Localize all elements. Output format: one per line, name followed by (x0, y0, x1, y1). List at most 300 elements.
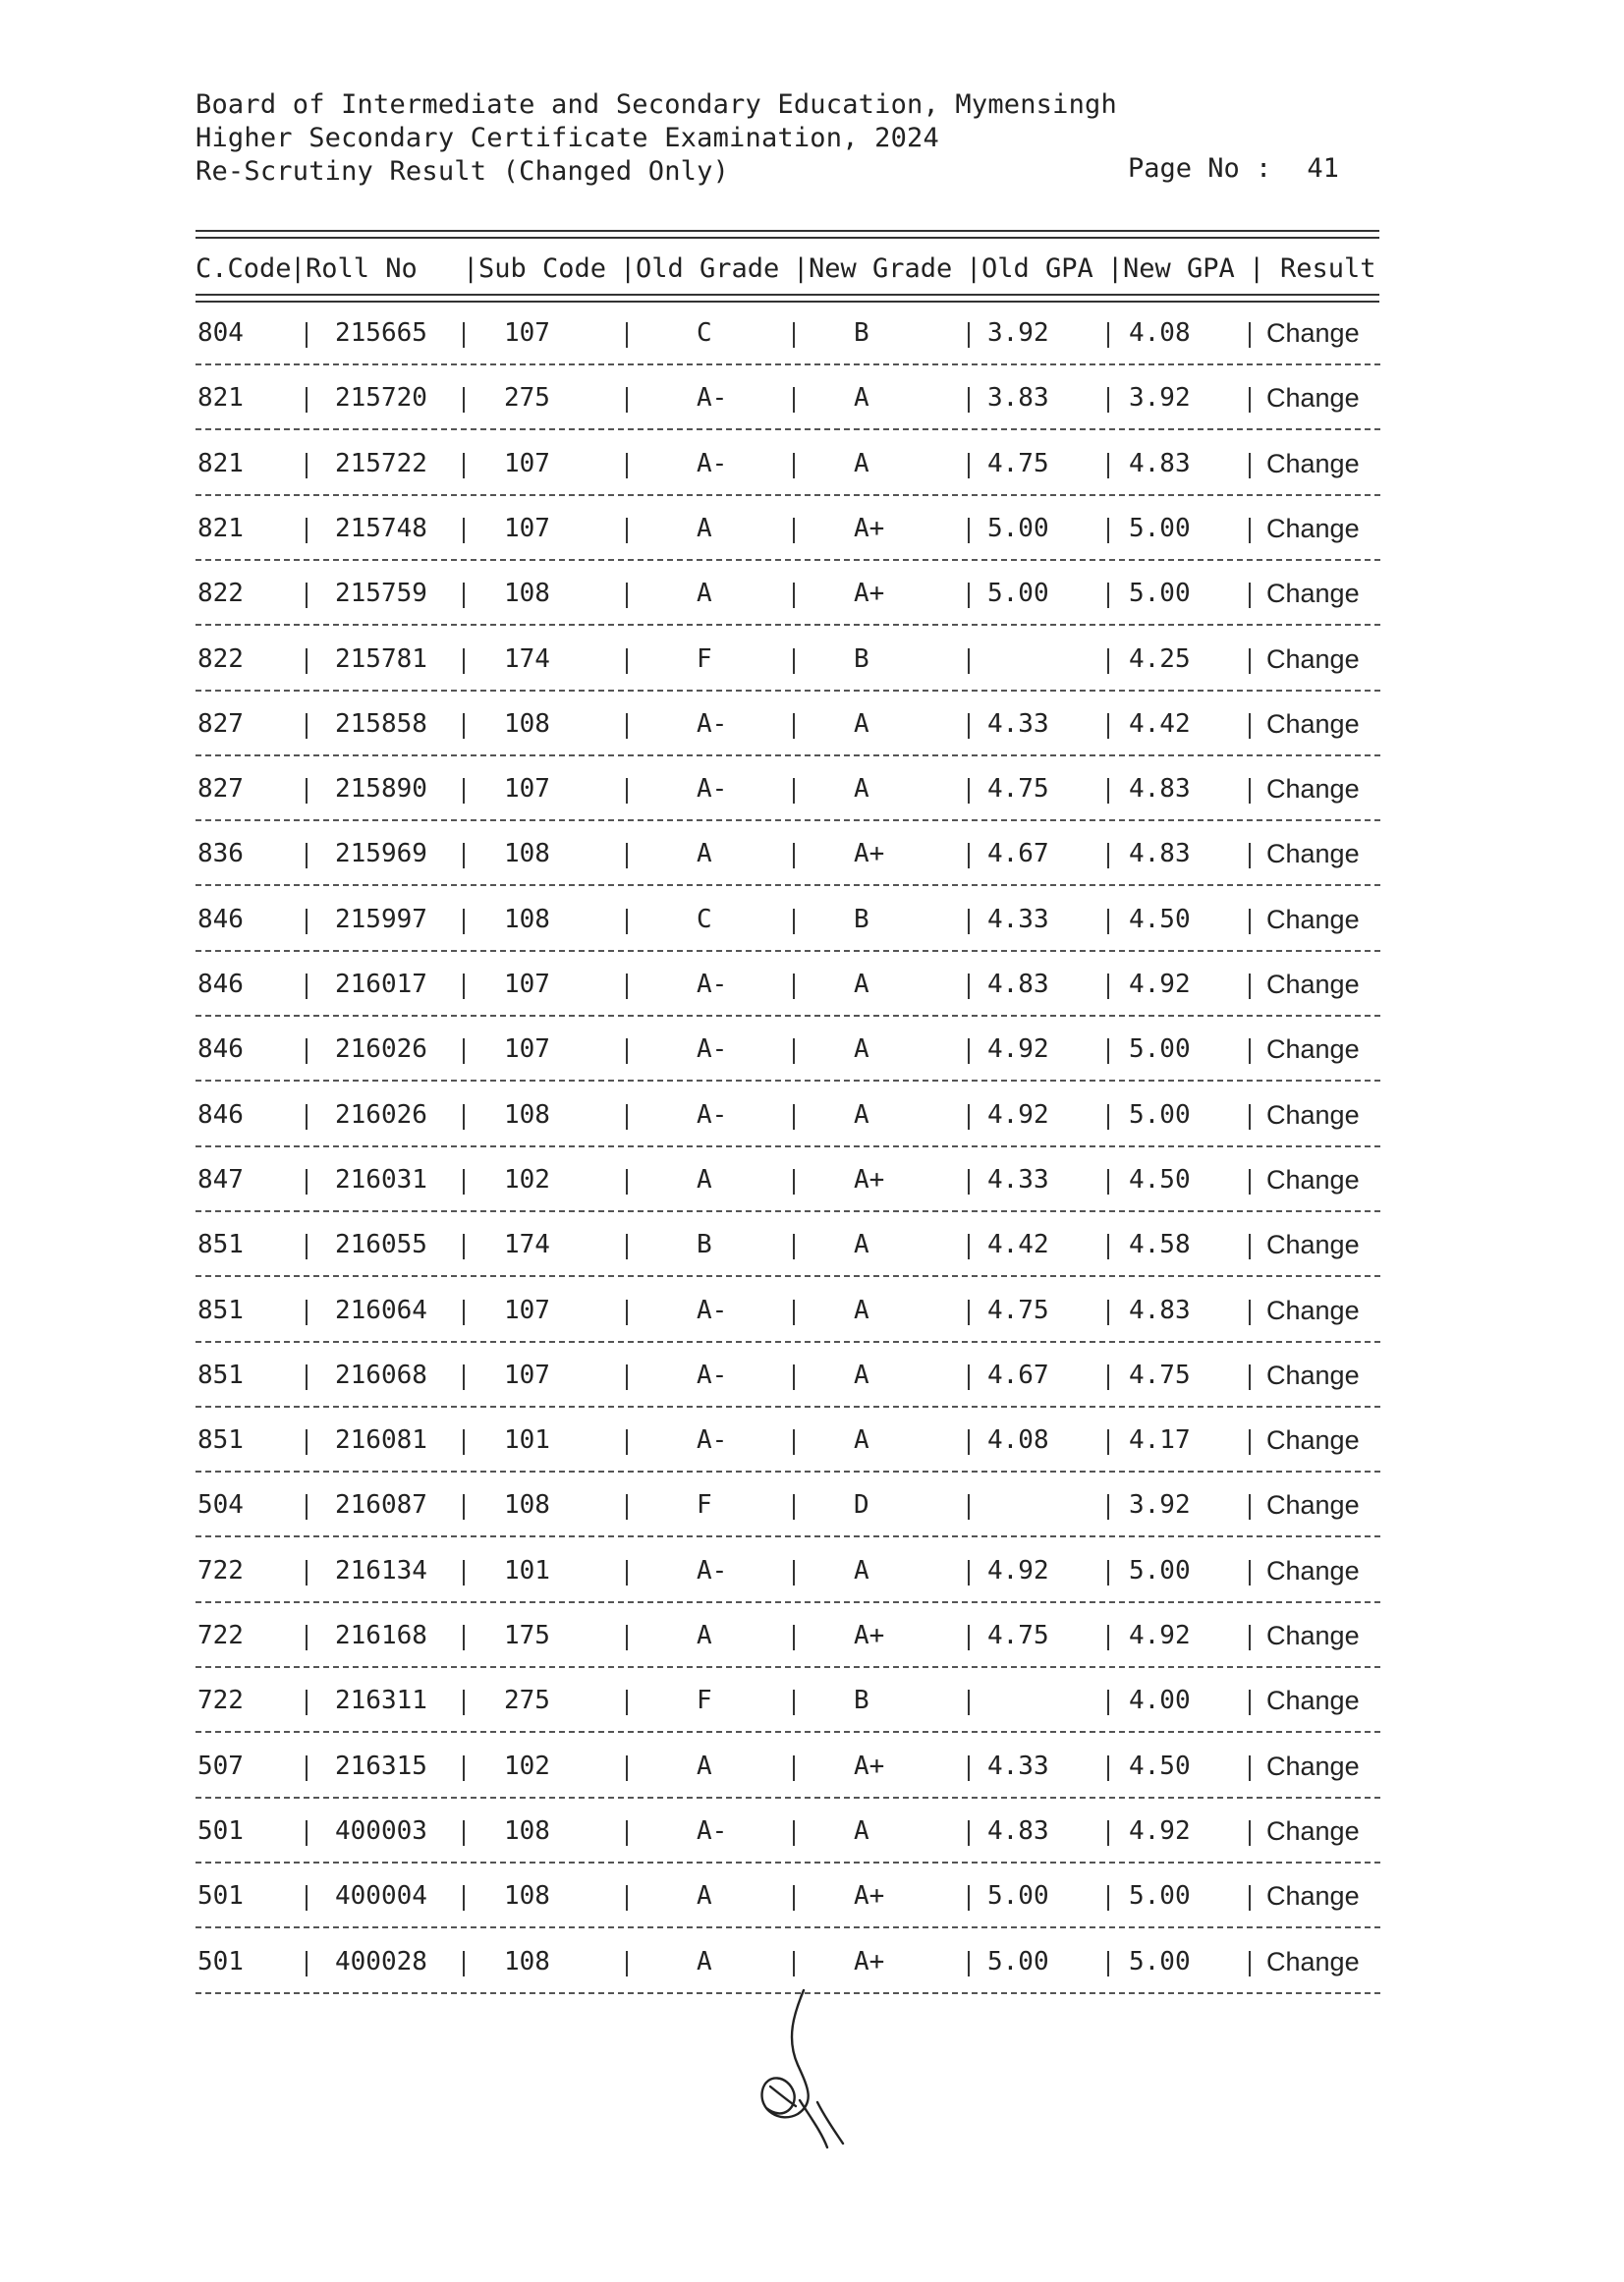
column-separator (1249, 778, 1251, 804)
column-separator (793, 778, 795, 804)
column-separator (1249, 974, 1251, 999)
column-separator (1249, 1104, 1251, 1130)
column-separator (306, 453, 308, 478)
column-separator (626, 1820, 628, 1846)
column-separator (1107, 1429, 1109, 1455)
column-separator (463, 387, 465, 413)
double-rule-under-header (196, 294, 1379, 303)
cell-subcode: 108 (504, 1815, 550, 1846)
cell-result: Change (1266, 839, 1360, 869)
column-separator (306, 1625, 308, 1650)
column-separator (463, 1104, 465, 1130)
column-separator (306, 1755, 308, 1781)
cell-old-grade: A- (697, 1555, 728, 1586)
column-separator (793, 843, 795, 868)
cell-old-gpa: 4.67 (987, 1360, 1049, 1390)
cell-new-gpa: 4.00 (1129, 1686, 1191, 1716)
column-separator (793, 453, 795, 478)
cell-result: Change (1266, 1555, 1360, 1586)
cell-old-grade: A (697, 513, 712, 543)
cell-new-gpa: 3.92 (1129, 1490, 1191, 1521)
cell-new-grade: A (854, 1230, 869, 1260)
table-row (196, 1418, 1384, 1482)
cell-old-grade: A (697, 839, 712, 869)
column-separator (1107, 583, 1109, 608)
cell-roll: 216064 (335, 1295, 427, 1325)
table-row (196, 1353, 1384, 1418)
column-separator (1107, 1364, 1109, 1390)
cell-new-gpa: 4.92 (1129, 1815, 1191, 1846)
column-separator (1107, 322, 1109, 348)
column-separator (968, 843, 970, 868)
cell-result: Change (1266, 1490, 1360, 1521)
column-separator (793, 1625, 795, 1650)
col-head-ccode: C.Code (196, 253, 292, 284)
column-separator (306, 1364, 308, 1390)
cell-new-grade: B (854, 904, 869, 934)
column-separator (626, 1104, 628, 1130)
cell-subcode: 174 (504, 643, 550, 674)
col-head-sep: | (463, 253, 479, 284)
column-separator (793, 1038, 795, 1064)
column-separator (968, 1625, 970, 1650)
column-separator (968, 1690, 970, 1715)
column-separator (968, 1169, 970, 1195)
col-head-sep: | (1107, 253, 1124, 284)
col-head-subcode: Sub Code (478, 253, 607, 284)
cell-ccode: 846 (197, 904, 244, 934)
cell-old-grade: A- (697, 1295, 728, 1325)
column-separator (626, 453, 628, 478)
cell-roll: 215665 (335, 318, 427, 348)
column-separator (306, 1169, 308, 1195)
cell-old-gpa: 4.33 (987, 1164, 1049, 1195)
column-separator (626, 778, 628, 804)
column-separator (626, 1885, 628, 1911)
column-separator (968, 1234, 970, 1259)
column-separator (463, 1820, 465, 1846)
cell-new-gpa: 5.00 (1129, 1099, 1191, 1130)
row-dashed-rule (196, 819, 1380, 821)
column-separator (968, 1494, 970, 1520)
cell-subcode: 107 (504, 448, 550, 478)
cell-new-grade: A (854, 1815, 869, 1846)
column-separator (306, 1820, 308, 1846)
cell-new-grade: A (854, 1360, 869, 1390)
cell-ccode: 851 (197, 1425, 244, 1456)
column-separator (793, 518, 795, 543)
table-row (196, 962, 1384, 1027)
cell-new-gpa: 4.83 (1129, 774, 1191, 805)
cell-ccode: 504 (197, 1490, 244, 1521)
column-separator (1107, 1169, 1109, 1195)
cell-result: Change (1266, 1686, 1360, 1716)
cell-old-gpa: 4.75 (987, 448, 1049, 478)
column-separator (463, 583, 465, 608)
table-row (196, 701, 1384, 766)
row-dashed-rule (196, 1210, 1380, 1212)
cell-old-grade: A (697, 1946, 712, 1976)
cell-roll: 216026 (335, 1034, 427, 1065)
cell-ccode: 851 (197, 1360, 244, 1390)
cell-roll: 215720 (335, 383, 427, 414)
cell-ccode: 722 (197, 1555, 244, 1586)
column-separator (1107, 648, 1109, 674)
column-separator (463, 648, 465, 674)
column-separator (968, 909, 970, 934)
cell-old-gpa: 3.83 (987, 383, 1049, 414)
column-separator (793, 1885, 795, 1911)
col-head-old-grade: Old Grade (636, 253, 780, 284)
cell-new-grade: A+ (854, 1164, 885, 1195)
cell-ccode: 847 (197, 1164, 244, 1195)
cell-new-grade: A (854, 1425, 869, 1456)
cell-old-gpa: 4.92 (987, 1099, 1049, 1130)
cell-result: Change (1266, 970, 1360, 999)
column-separator (1107, 909, 1109, 934)
table-row (196, 1548, 1384, 1613)
row-dashed-rule (196, 1080, 1380, 1082)
cell-subcode: 107 (504, 1360, 550, 1390)
cell-roll: 216315 (335, 1751, 427, 1781)
cell-old-grade: F (697, 643, 712, 674)
col-head-new-gpa: New GPA (1123, 253, 1235, 284)
column-separator (306, 518, 308, 543)
column-separator (626, 1234, 628, 1259)
column-separator (1107, 778, 1109, 804)
exam-title: Higher Secondary Certificate Examination, 2024 (196, 123, 939, 153)
cell-subcode: 107 (504, 1295, 550, 1325)
column-separator (463, 974, 465, 999)
cell-old-grade: F (697, 1686, 712, 1716)
column-separator (626, 1038, 628, 1064)
cell-new-grade: A (854, 1555, 869, 1586)
cell-old-grade: C (697, 904, 712, 934)
cell-new-grade: A+ (854, 839, 885, 869)
column-separator (626, 1625, 628, 1650)
row-dashed-rule (196, 1406, 1380, 1408)
cell-new-gpa: 4.08 (1129, 318, 1191, 348)
row-dashed-rule (196, 884, 1380, 886)
cell-roll: 216134 (335, 1555, 427, 1586)
table-header (196, 250, 1384, 289)
page-number-value: 41 (1307, 153, 1339, 184)
column-separator (306, 974, 308, 999)
cell-old-gpa: 5.00 (987, 579, 1049, 609)
cell-old-grade: B (697, 1230, 712, 1260)
column-separator (793, 322, 795, 348)
cell-new-grade: B (854, 318, 869, 348)
column-separator (306, 322, 308, 348)
column-separator (626, 1169, 628, 1195)
column-separator (306, 1300, 308, 1325)
column-separator (1107, 1300, 1109, 1325)
col-head-sep: | (966, 253, 982, 284)
cell-subcode: 107 (504, 1034, 550, 1065)
cell-subcode: 102 (504, 1751, 550, 1781)
cell-old-gpa: 4.75 (987, 1295, 1049, 1325)
cell-roll: 215759 (335, 579, 427, 609)
column-separator (306, 1560, 308, 1586)
column-separator (463, 1300, 465, 1325)
cell-subcode: 101 (504, 1425, 550, 1456)
cell-subcode: 108 (504, 1490, 550, 1521)
column-separator (968, 778, 970, 804)
cell-ccode: 821 (197, 513, 244, 543)
column-separator (463, 453, 465, 478)
column-separator (1107, 1885, 1109, 1911)
cell-new-grade: A (854, 383, 869, 414)
cell-new-gpa: 5.00 (1129, 1881, 1191, 1912)
column-separator (1249, 518, 1251, 543)
cell-subcode: 175 (504, 1621, 550, 1650)
cell-ccode: 836 (197, 839, 244, 869)
column-separator (1107, 387, 1109, 413)
table-row (196, 831, 1384, 896)
column-separator (306, 1951, 308, 1976)
row-dashed-rule (196, 1275, 1380, 1277)
column-separator (463, 1690, 465, 1715)
column-separator (626, 648, 628, 674)
cell-old-gpa: 4.83 (987, 970, 1049, 999)
cell-new-gpa: 4.17 (1129, 1425, 1191, 1456)
table-row (196, 766, 1384, 831)
row-dashed-rule (196, 1015, 1380, 1017)
column-separator (463, 1494, 465, 1520)
cell-ccode: 501 (197, 1881, 244, 1912)
cell-old-grade: A- (697, 448, 728, 478)
cell-new-grade: A (854, 1034, 869, 1065)
column-separator (626, 1364, 628, 1390)
cell-new-grade: A+ (854, 1621, 885, 1650)
column-separator (1249, 1560, 1251, 1586)
column-separator (1107, 1038, 1109, 1064)
cell-new-grade: A (854, 1099, 869, 1130)
cell-result: Change (1266, 1295, 1360, 1325)
column-separator (1107, 453, 1109, 478)
cell-old-grade: A- (697, 1425, 728, 1456)
column-separator (306, 1234, 308, 1259)
column-separator (968, 518, 970, 543)
column-separator (463, 1885, 465, 1911)
column-separator (306, 1494, 308, 1520)
cell-old-grade: A- (697, 774, 728, 805)
cell-roll: 215997 (335, 904, 427, 934)
column-separator (968, 387, 970, 413)
cell-roll: 216087 (335, 1490, 427, 1521)
cell-old-gpa: 4.33 (987, 1751, 1049, 1781)
column-separator (463, 713, 465, 739)
cell-ccode: 501 (197, 1815, 244, 1846)
table-row (196, 1613, 1384, 1678)
cell-old-gpa: 5.00 (987, 513, 1049, 543)
cell-old-gpa: 4.83 (987, 1815, 1049, 1846)
cell-new-grade: A+ (854, 579, 885, 609)
cell-new-gpa: 4.92 (1129, 970, 1191, 999)
column-separator (306, 648, 308, 674)
column-separator (1249, 1429, 1251, 1455)
column-separator (463, 1364, 465, 1390)
column-separator (463, 1038, 465, 1064)
column-separator (1249, 1364, 1251, 1390)
cell-old-gpa: 3.92 (987, 318, 1049, 348)
column-separator (793, 1364, 795, 1390)
cell-old-grade: A- (697, 383, 728, 414)
column-separator (463, 1951, 465, 1976)
cell-old-grade: C (697, 318, 712, 348)
row-dashed-rule (196, 1862, 1380, 1864)
cell-new-grade: A+ (854, 1881, 885, 1912)
cell-new-grade: B (854, 1686, 869, 1716)
cell-new-grade: A+ (854, 1946, 885, 1976)
row-dashed-rule (196, 494, 1380, 496)
column-separator (793, 1820, 795, 1846)
column-separator (463, 1560, 465, 1586)
cell-roll: 216068 (335, 1360, 427, 1390)
column-separator (793, 1494, 795, 1520)
column-separator (306, 1038, 308, 1064)
cell-new-grade: A (854, 774, 869, 805)
column-separator (626, 1951, 628, 1976)
column-separator (1249, 1300, 1251, 1325)
row-dashed-rule (196, 363, 1380, 365)
table-row (196, 1222, 1384, 1287)
double-rule-top (196, 230, 1379, 239)
column-separator (1107, 1560, 1109, 1586)
cell-subcode: 275 (504, 383, 550, 414)
cell-new-gpa: 5.00 (1129, 1034, 1191, 1065)
column-separator (968, 1560, 970, 1586)
cell-roll: 215890 (335, 774, 427, 805)
column-separator (968, 453, 970, 478)
cell-new-grade: D (854, 1490, 869, 1521)
cell-result: Change (1266, 579, 1360, 609)
column-separator (463, 1755, 465, 1781)
column-separator (626, 1560, 628, 1586)
column-separator (1107, 1690, 1109, 1715)
cell-new-gpa: 4.83 (1129, 839, 1191, 869)
cell-ccode: 846 (197, 1034, 244, 1065)
column-separator (306, 843, 308, 868)
cell-result: Change (1266, 1881, 1360, 1912)
cell-roll: 400028 (335, 1946, 427, 1976)
row-dashed-rule (196, 1601, 1380, 1603)
cell-ccode: 827 (197, 774, 244, 805)
column-separator (968, 1755, 970, 1781)
cell-old-grade: A (697, 579, 712, 609)
cell-ccode: 851 (197, 1230, 244, 1260)
cell-old-gpa: 4.67 (987, 839, 1049, 869)
column-separator (1249, 322, 1251, 348)
board-title: Board of Intermediate and Secondary Education, Mymensingh (196, 89, 1117, 120)
column-separator (1107, 1234, 1109, 1259)
column-separator (1249, 583, 1251, 608)
column-separator (463, 1625, 465, 1650)
row-dashed-rule (196, 690, 1380, 692)
column-separator (306, 1690, 308, 1715)
column-separator (793, 1951, 795, 1976)
column-separator (1249, 1690, 1251, 1715)
column-separator (1107, 1104, 1109, 1130)
cell-result: Change (1266, 708, 1360, 739)
table-row (196, 1482, 1384, 1547)
cell-new-grade: A (854, 708, 869, 739)
column-separator (626, 909, 628, 934)
cell-old-grade: A (697, 1881, 712, 1912)
column-separator (1107, 713, 1109, 739)
cell-new-grade: A (854, 970, 869, 999)
column-separator (968, 1038, 970, 1064)
cell-subcode: 108 (504, 1946, 550, 1976)
cell-ccode: 507 (197, 1751, 244, 1781)
table-row (196, 310, 1384, 375)
cell-roll: 216168 (335, 1621, 427, 1650)
row-dashed-rule (196, 754, 1380, 756)
cell-result: Change (1266, 904, 1360, 934)
column-separator (793, 1690, 795, 1715)
cell-new-gpa: 4.42 (1129, 708, 1191, 739)
col-head-result: Result (1280, 253, 1376, 284)
row-dashed-rule (196, 1666, 1380, 1668)
table-row (196, 1288, 1384, 1353)
column-separator (1249, 387, 1251, 413)
col-head-roll: Roll No (306, 253, 418, 284)
cell-subcode: 108 (504, 579, 550, 609)
row-dashed-rule (196, 624, 1380, 626)
col-head-sep: | (290, 253, 307, 284)
cell-roll: 216031 (335, 1164, 427, 1195)
cell-ccode: 846 (197, 970, 244, 999)
table-row (196, 1092, 1384, 1157)
cell-roll: 215781 (335, 643, 427, 674)
column-separator (626, 583, 628, 608)
cell-subcode: 108 (504, 839, 550, 869)
cell-old-grade: A (697, 1621, 712, 1650)
column-separator (1249, 648, 1251, 674)
column-separator (793, 1560, 795, 1586)
cell-result: Change (1266, 1164, 1360, 1195)
cell-subcode: 275 (504, 1686, 550, 1716)
cell-roll: 216081 (335, 1425, 427, 1456)
column-separator (793, 1169, 795, 1195)
cell-subcode: 108 (504, 1099, 550, 1130)
column-separator (626, 843, 628, 868)
cell-subcode: 108 (504, 708, 550, 739)
column-separator (1107, 1755, 1109, 1781)
cell-old-gpa: 4.92 (987, 1034, 1049, 1065)
row-dashed-rule (196, 1926, 1380, 1928)
row-dashed-rule (196, 1535, 1380, 1537)
cell-old-gpa: 4.08 (987, 1425, 1049, 1456)
cell-old-gpa: 4.92 (987, 1555, 1049, 1586)
cell-old-grade: A- (697, 970, 728, 999)
cell-new-gpa: 4.92 (1129, 1621, 1191, 1650)
column-separator (793, 713, 795, 739)
column-separator (1107, 1625, 1109, 1650)
cell-result: Change (1266, 643, 1360, 674)
column-separator (463, 778, 465, 804)
cell-subcode: 101 (504, 1555, 550, 1586)
cell-new-grade: A+ (854, 1751, 885, 1781)
cell-result: Change (1266, 318, 1360, 348)
cell-old-gpa: 5.00 (987, 1881, 1049, 1912)
cell-old-gpa: 4.75 (987, 1621, 1049, 1650)
cell-ccode: 822 (197, 643, 244, 674)
column-separator (463, 843, 465, 868)
cell-old-grade: A (697, 1751, 712, 1781)
column-separator (1249, 843, 1251, 868)
row-dashed-rule (196, 1797, 1380, 1799)
